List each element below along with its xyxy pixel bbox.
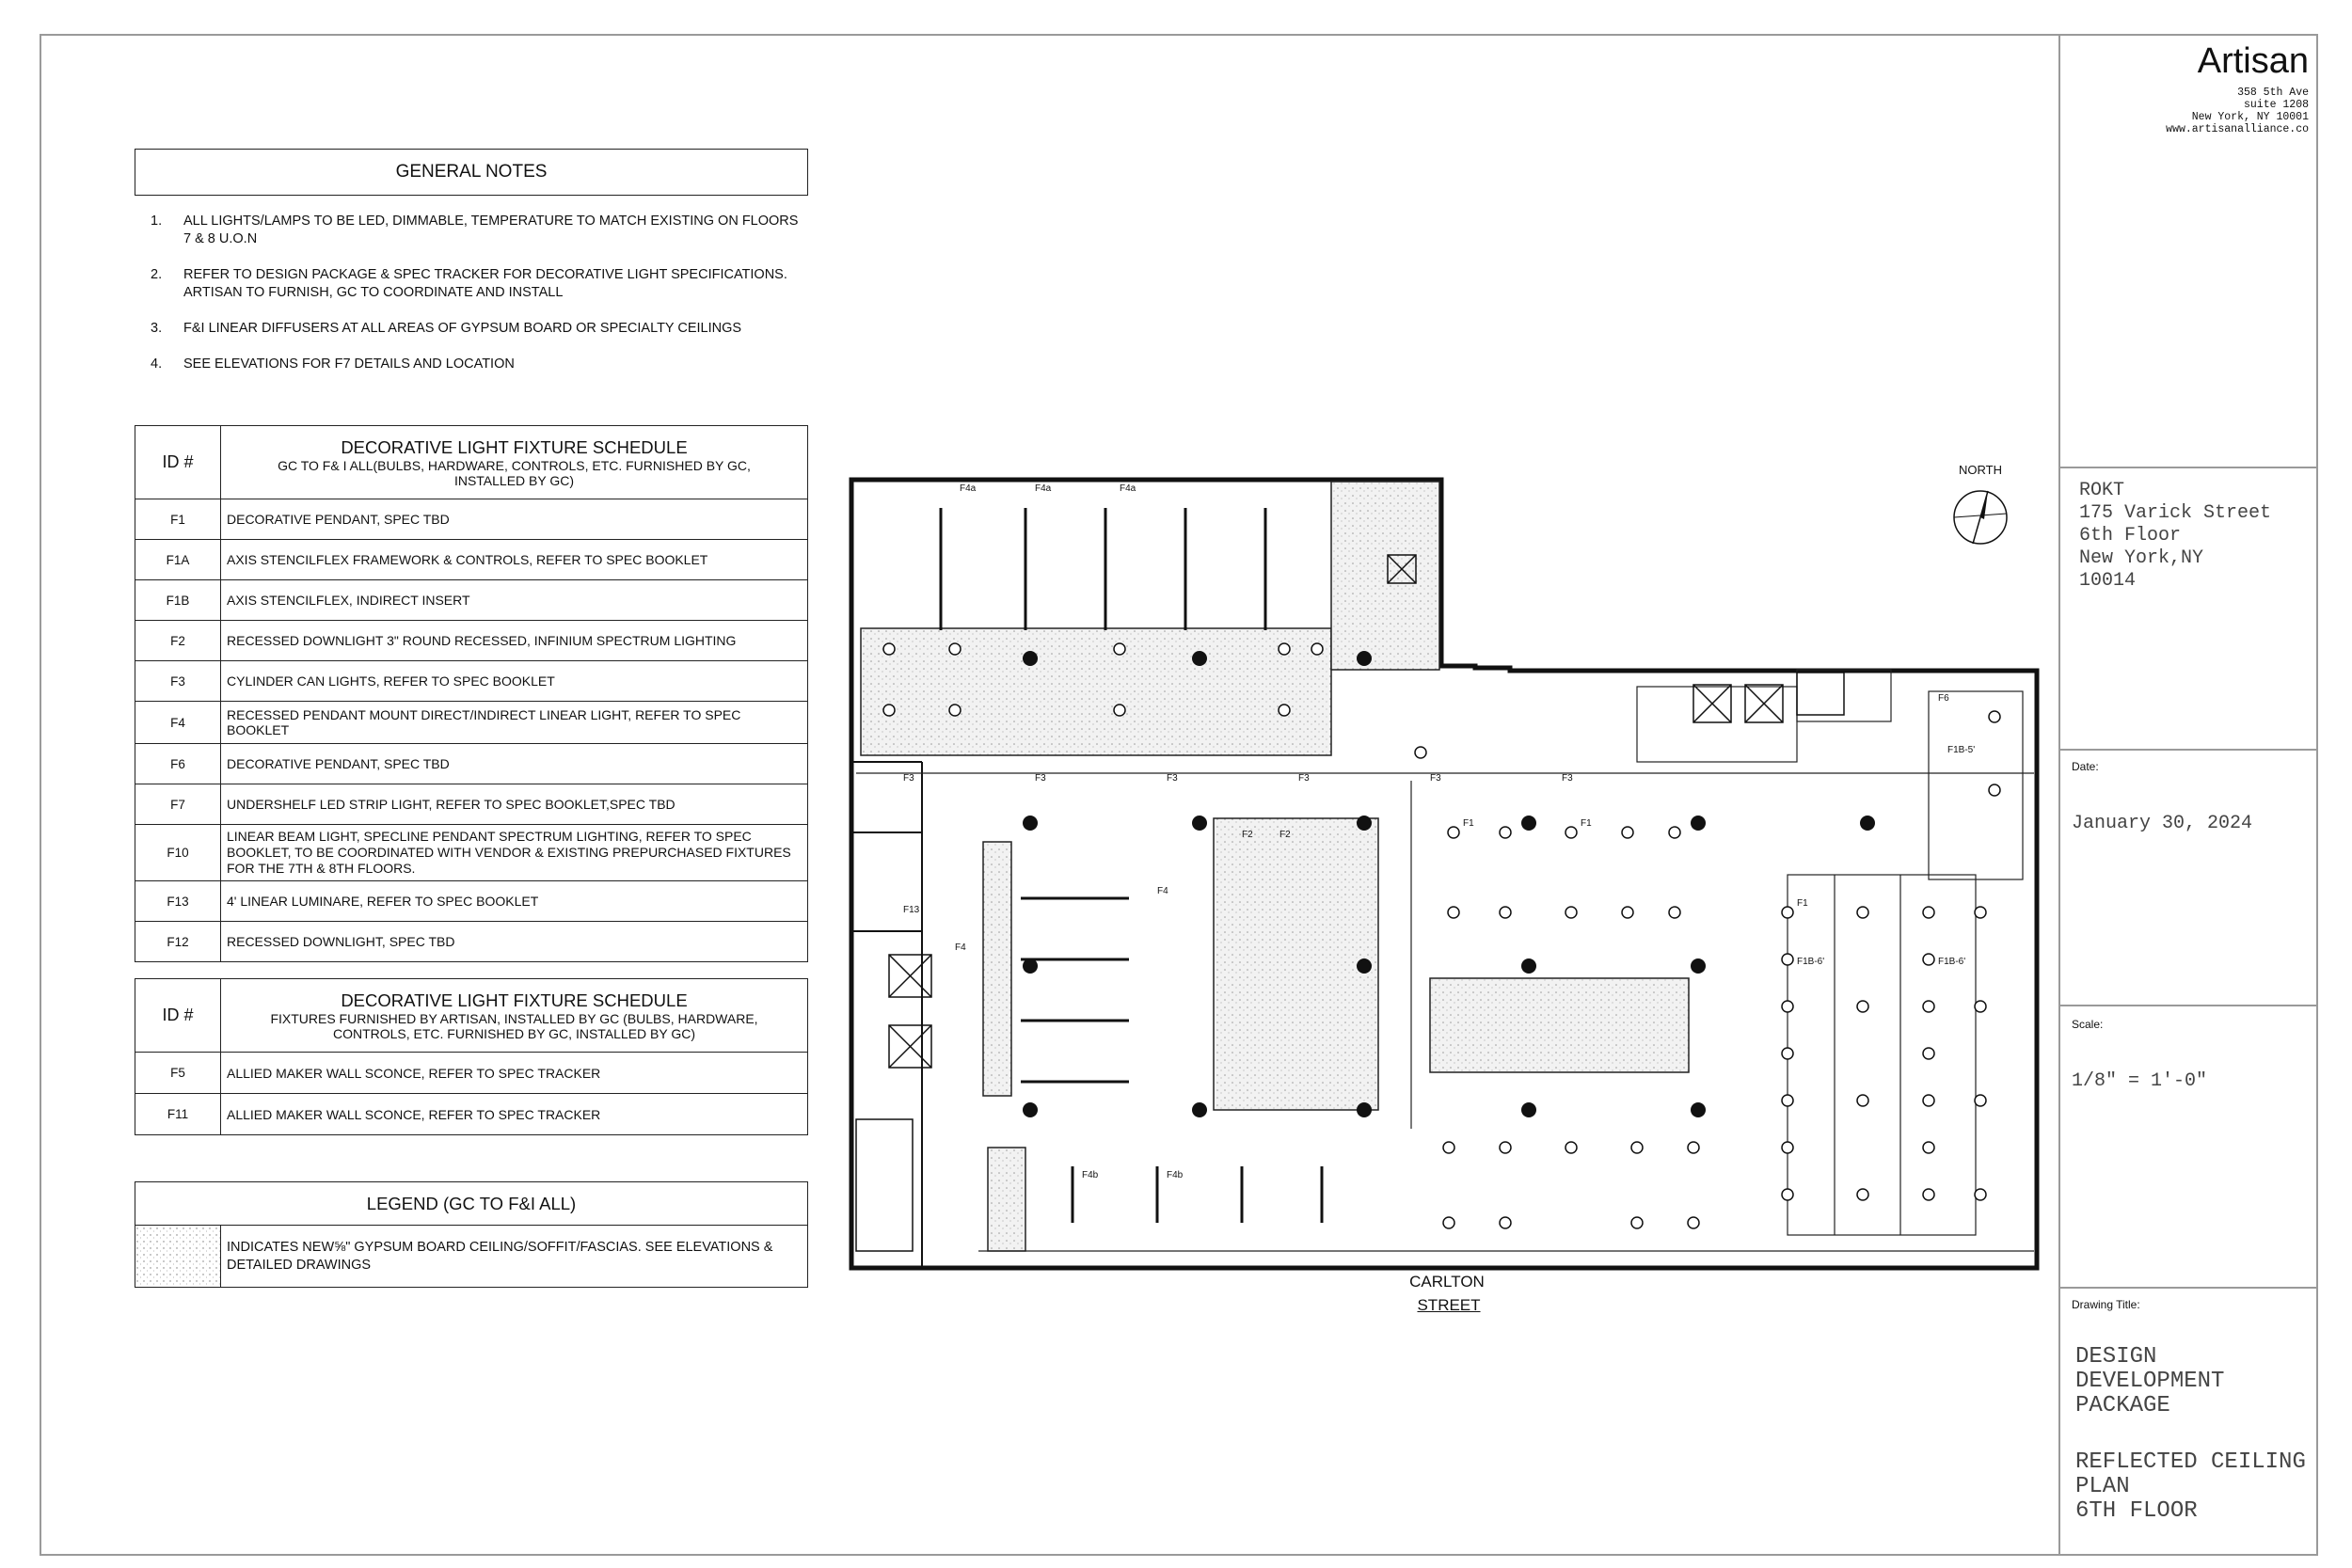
fixture-id: F6 xyxy=(135,744,221,784)
schedule-title: DECORATIVE LIGHT FIXTURE SCHEDULE xyxy=(341,436,688,457)
brand-name: Artisan xyxy=(2197,41,2309,81)
fixture-tag-f1b6: F1B-6' xyxy=(1938,957,1966,967)
fixture-desc: ALLIED MAKER WALL SCONCE, REFER TO SPEC TRACKER xyxy=(221,1094,808,1135)
client-line: 175 Varick Street xyxy=(2079,502,2272,524)
fixture-schedule-artisan xyxy=(135,978,808,1135)
note-item xyxy=(151,356,809,373)
note-number: 3. xyxy=(151,321,163,336)
note-item xyxy=(151,320,809,338)
fixture-tag-f4b: F4b xyxy=(1167,1170,1184,1180)
note-number: 4. xyxy=(151,356,163,372)
fixture-tag-f4: F4 xyxy=(955,942,966,953)
address-line: www.artisanalliance.co xyxy=(2166,123,2309,135)
client-line: New York,NY xyxy=(2079,547,2204,569)
schedule-subtitle: GC TO F& I ALL(BULBS, HARDWARE, CONTROLS, ETC. FURNISHED BY GC, INSTALLED BY GC) xyxy=(278,457,751,488)
drawing-title-label: Drawing Title: xyxy=(2072,1298,2140,1311)
fixture-tag-f4a: F4a xyxy=(1035,483,1052,494)
note-item xyxy=(151,266,809,302)
fixture-id: F3 xyxy=(135,661,221,702)
fixture-id: F1B xyxy=(135,580,221,621)
address-line: suite 1208 xyxy=(2243,99,2309,111)
fixture-tag-f3: F3 xyxy=(1562,773,1573,784)
fixture-desc: UNDERSHELF LED STRIP LIGHT, REFER TO SPEC BOOKLET,SPEC TBD xyxy=(221,784,808,825)
fixture-id: F1A xyxy=(135,540,221,580)
legend-title: LEGEND (GC TO F&I ALL) xyxy=(135,1182,808,1226)
client-line: ROKT xyxy=(2079,480,2125,501)
street-name-line2: STREET xyxy=(1417,1296,1481,1314)
schedule-table xyxy=(135,425,808,962)
brand-address xyxy=(2166,87,2309,135)
fixture-desc: 4' LINEAR LUMINARE, REFER TO SPEC BOOKLET xyxy=(221,881,808,922)
fixture-desc: RECESSED PENDANT MOUNT DIRECT/INDIRECT LINEAR LIGHT, REFER TO SPEC BOOKLET xyxy=(221,702,808,744)
client-line: 6th Floor xyxy=(2079,525,2182,546)
fixture-desc: AXIS STENCILFLEX FRAMEWORK & CONTROLS, REFER TO SPEC BOOKLET xyxy=(221,540,808,580)
drawing-title-line: DESIGN xyxy=(2075,1344,2157,1370)
fixture-id: F2 xyxy=(135,621,221,661)
fixture-id: F7 xyxy=(135,784,221,825)
fixture-desc: DECORATIVE PENDANT, SPEC TBD xyxy=(221,499,808,540)
legend-text: INDICATES NEW⅝" GYPSUM BOARD CEILING/SOFFIT/FASCIAS. SEE ELEVATIONS & DETAILED DRAWINGS xyxy=(221,1226,808,1288)
scale-value: 1/8" = 1'-0" xyxy=(2072,1070,2208,1092)
fixture-desc: LINEAR BEAM LIGHT, SPECLINE PENDANT SPECTRUM LIGHTING, REFER TO SPEC BOOKLET, TO BE COORDINATED WITH VENDOR & EXISTING PREPURCHASED FIXTURES FOR THE 7TH & 8TH FLOORS. xyxy=(221,825,808,881)
title-block xyxy=(2058,34,2318,1556)
sheet-title xyxy=(2075,1450,2306,1524)
fixture-tag-f4: F4 xyxy=(1157,886,1168,896)
fixture-desc: DECORATIVE PENDANT, SPEC TBD xyxy=(221,744,808,784)
fixture-id: F10 xyxy=(135,825,221,881)
brand-section xyxy=(2060,36,2318,468)
fixture-id: F13 xyxy=(135,881,221,922)
fixture-id: F11 xyxy=(135,1094,221,1135)
date-section xyxy=(2060,751,2318,1006)
date-label: Date: xyxy=(2072,760,2099,773)
drawing-title xyxy=(2075,1345,2224,1418)
note-number: 2. xyxy=(151,267,163,282)
fixture-tag-f3: F3 xyxy=(1167,773,1178,784)
fixture-schedule-gc xyxy=(135,425,808,962)
sheet-title-line: PLAN xyxy=(2075,1474,2130,1499)
fixture-desc: AXIS STENCILFLEX, INDIRECT INSERT xyxy=(221,580,808,621)
general-notes-list xyxy=(151,213,809,391)
fixture-tag-f2: F2 xyxy=(1279,830,1291,840)
note-text: SEE ELEVATIONS FOR F7 DETAILS AND LOCATION xyxy=(183,356,515,372)
fixture-tag-f1b6: F1B-6' xyxy=(1797,957,1825,967)
reflected-ceiling-plan xyxy=(847,470,2051,1298)
scale-section xyxy=(2060,1006,2318,1289)
client-block xyxy=(2079,480,2271,593)
street-name-line1: CARLTON xyxy=(1409,1273,1485,1291)
fixture-tag-f3: F3 xyxy=(903,773,914,784)
sheet-title-line: REFLECTED CEILING xyxy=(2075,1449,2306,1475)
scale-label: Scale: xyxy=(2072,1018,2104,1031)
fixture-id: F12 xyxy=(135,922,221,962)
fixture-tag-f1: F1 xyxy=(1797,898,1808,909)
drawing-title-line: PACKAGE xyxy=(2075,1393,2170,1418)
fixture-tag-f13: F13 xyxy=(903,905,920,915)
fixture-tag-f1: F1 xyxy=(1581,818,1592,829)
drawing-title-section xyxy=(2060,1289,2318,1558)
note-item xyxy=(151,213,809,248)
fixture-id: F4 xyxy=(135,702,221,744)
client-line: 10014 xyxy=(2079,570,2137,592)
fixture-tag-f1: F1 xyxy=(1463,818,1474,829)
fixture-tag-f3: F3 xyxy=(1035,773,1046,784)
fixture-desc: RECESSED DOWNLIGHT 3" ROUND RECESSED, INFINIUM SPECTRUM LIGHTING xyxy=(221,621,808,661)
general-notes-title: GENERAL NOTES xyxy=(395,162,548,182)
fixture-tag-f4b: F4b xyxy=(1082,1170,1099,1180)
fixture-tag-f2: F2 xyxy=(1242,830,1253,840)
fixture-tag-f6: F6 xyxy=(1938,693,1949,704)
client-section xyxy=(2060,468,2318,751)
fixture-desc: RECESSED DOWNLIGHT, SPEC TBD xyxy=(221,922,808,962)
fixture-tag-f3: F3 xyxy=(1430,773,1441,784)
fixture-tag-f3: F3 xyxy=(1298,773,1310,784)
drawing-title-line: DEVELOPMENT xyxy=(2075,1369,2225,1394)
id-header: ID # xyxy=(135,426,221,499)
date-value: January 30, 2024 xyxy=(2072,813,2253,834)
general-notes-header xyxy=(135,149,808,196)
fixture-desc: ALLIED MAKER WALL SCONCE, REFER TO SPEC TRACKER xyxy=(221,1053,808,1094)
schedule-title: DECORATIVE LIGHT FIXTURE SCHEDULE xyxy=(341,990,688,1010)
schedule-table xyxy=(135,978,808,1135)
fixture-tag-f1b5: F1B-5' xyxy=(1947,745,1976,755)
gypsum-hatch-swatch xyxy=(135,1226,221,1288)
fixture-tag-f4a: F4a xyxy=(960,483,977,494)
fixture-tag-f4a: F4a xyxy=(1120,483,1136,494)
id-header: ID # xyxy=(135,979,221,1053)
legend xyxy=(135,1181,808,1288)
north-label: NORTH xyxy=(1959,463,2002,477)
address-line: 358 5th Ave xyxy=(2237,87,2309,99)
address-line: New York, NY 10001 xyxy=(2191,111,2309,123)
schedule-subtitle: FIXTURES FURNISHED BY ARTISAN, INSTALLED BY GC (BULBS, HARDWARE, CONTROLS, ETC. FURNISHED BY GC, INSTALLED BY GC) xyxy=(270,1010,758,1041)
note-text: F&I LINEAR DIFFUSERS AT ALL AREAS OF GYPSUM BOARD OR SPECIALTY CEILINGS xyxy=(183,321,742,336)
note-text: ALL LIGHTS/LAMPS TO BE LED, DIMMABLE, TEMPERATURE TO MATCH EXISTING ON FLOORS 7 & 8 U.O.N xyxy=(183,214,799,246)
note-number: 1. xyxy=(151,214,163,229)
legend-table xyxy=(135,1181,808,1288)
fixture-id: F1 xyxy=(135,499,221,540)
sheet-title-line: 6TH FLOOR xyxy=(2075,1498,2198,1524)
north-arrow-icon xyxy=(1952,482,2009,547)
fixture-id: F5 xyxy=(135,1053,221,1094)
note-text: REFER TO DESIGN PACKAGE & SPEC TRACKER FOR DECORATIVE LIGHT SPECIFICATIONS. ARTISAN TO FURNISH, GC TO COORDINATE AND INSTALL xyxy=(183,267,787,300)
fixture-desc: CYLINDER CAN LIGHTS, REFER TO SPEC BOOKLET xyxy=(221,661,808,702)
